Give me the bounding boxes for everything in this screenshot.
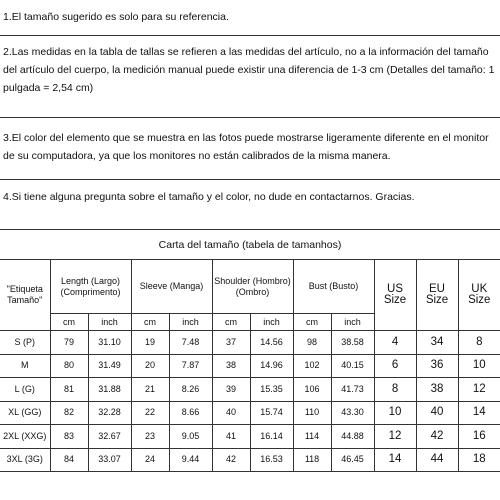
sleeve-inch-cell: 8.66	[169, 401, 212, 425]
eu-size-cell: 44	[416, 448, 458, 472]
length-inch-cell: 31.10	[88, 331, 131, 355]
shoulder-cm-cell: 42	[212, 448, 250, 472]
shoulder-inch-cell: 15.35	[250, 378, 293, 402]
sleeve-inch-cell: 7.87	[169, 354, 212, 378]
us-size-cell: 10	[374, 401, 416, 425]
shoulder-cm-cell: 40	[212, 401, 250, 425]
eu-size-cell: 42	[416, 425, 458, 449]
bust-cm-cell: 98	[293, 331, 331, 355]
shoulder-inch-cell: 16.14	[250, 425, 293, 449]
uk-size-cell: 14	[458, 401, 500, 425]
unit-inch: inch	[331, 314, 374, 331]
eu-size-cell: 38	[416, 378, 458, 402]
us-size-cell: 8	[374, 378, 416, 402]
shoulder-inch-cell: 14.56	[250, 331, 293, 355]
bust-inch-cell: 41.73	[331, 378, 374, 402]
bust-inch-cell: 44.88	[331, 425, 374, 449]
header-sleeve: Sleeve (Manga)	[131, 260, 212, 314]
unit-inch: inch	[169, 314, 212, 331]
size-label-cell: 3XL (3G)	[0, 448, 50, 472]
size-label-cell: 2XL (XXG)	[0, 425, 50, 449]
uk-size-cell: 10	[458, 354, 500, 378]
shoulder-inch-cell: 15.74	[250, 401, 293, 425]
bust-inch-cell: 38.58	[331, 331, 374, 355]
uk-size-cell: 18	[458, 448, 500, 472]
sleeve-inch-cell: 7.48	[169, 331, 212, 355]
header-label: "Etiqueta Tamaño"	[0, 260, 50, 331]
shoulder-inch-cell: 16.53	[250, 448, 293, 472]
length-inch-cell: 32.67	[88, 425, 131, 449]
table-row	[0, 425, 500, 449]
shoulder-cm-cell: 37	[212, 331, 250, 355]
unit-cm: cm	[212, 314, 250, 331]
bust-inch-cell: 40.15	[331, 354, 374, 378]
shoulder-inch-cell: 14.96	[250, 354, 293, 378]
size-label-cell: M	[0, 354, 50, 378]
unit-inch: inch	[250, 314, 293, 331]
shoulder-cm-cell: 39	[212, 378, 250, 402]
us-size-cell: 4	[374, 331, 416, 355]
shoulder-cm-cell: 38	[212, 354, 250, 378]
eu-size-cell: 36	[416, 354, 458, 378]
length-inch-cell: 32.28	[88, 401, 131, 425]
length-cm-cell: 84	[50, 448, 88, 472]
size-label-cell: L (G)	[0, 378, 50, 402]
table-row	[0, 448, 500, 472]
sleeve-inch-cell: 8.26	[169, 378, 212, 402]
length-inch-cell: 31.49	[88, 354, 131, 378]
size-table	[0, 260, 500, 472]
sleeve-cm-cell: 24	[131, 448, 169, 472]
note-2: 2.Las medidas en la tabla de tallas se refieren a las medidas del artículo, no a la información del tamaño del artículo del cuerpo, la medición manual puede existir una diferencia de 1-3 cm (Detalles del tamaño: 1 pulgada = 2,54 cm)	[0, 36, 500, 118]
table-row	[0, 401, 500, 425]
unit-cm: cm	[131, 314, 169, 331]
size-label-cell: XL (GG)	[0, 401, 50, 425]
eu-size-cell: 34	[416, 331, 458, 355]
sleeve-cm-cell: 22	[131, 401, 169, 425]
unit-cm: cm	[293, 314, 331, 331]
length-inch-cell: 31.88	[88, 378, 131, 402]
bust-inch-cell: 46.45	[331, 448, 374, 472]
bust-inch-cell: 43.30	[331, 401, 374, 425]
header-length: Length (Largo) (Comprimento)	[50, 260, 131, 314]
sleeve-inch-cell: 9.05	[169, 425, 212, 449]
length-cm-cell: 79	[50, 331, 88, 355]
length-cm-cell: 83	[50, 425, 88, 449]
size-label-cell: S (P)	[0, 331, 50, 355]
us-size-cell: 12	[374, 425, 416, 449]
length-cm-cell: 81	[50, 378, 88, 402]
note-4: 4.Si tiene alguna pregunta sobre el tamaño y el color, no dude en contactarnos. Gracias.	[0, 180, 500, 230]
sleeve-cm-cell: 19	[131, 331, 169, 355]
unit-inch: inch	[88, 314, 131, 331]
bust-cm-cell: 114	[293, 425, 331, 449]
sleeve-cm-cell: 23	[131, 425, 169, 449]
length-cm-cell: 82	[50, 401, 88, 425]
header-eu-size: EU Size	[416, 260, 458, 331]
bust-cm-cell: 106	[293, 378, 331, 402]
table-row	[0, 354, 500, 378]
bust-cm-cell: 102	[293, 354, 331, 378]
uk-size-cell: 8	[458, 331, 500, 355]
shoulder-cm-cell: 41	[212, 425, 250, 449]
uk-size-cell: 16	[458, 425, 500, 449]
table-row	[0, 331, 500, 355]
bust-cm-cell: 118	[293, 448, 331, 472]
header-uk-size: UK Size	[458, 260, 500, 331]
us-size-cell: 6	[374, 354, 416, 378]
unit-cm: cm	[50, 314, 88, 331]
sleeve-inch-cell: 9.44	[169, 448, 212, 472]
note-1: 1.El tamaño sugerido es solo para su referencia.	[0, 0, 500, 36]
sleeve-cm-cell: 21	[131, 378, 169, 402]
note-3: 3.El color del elemento que se muestra en las fotos puede mostrarse ligeramente diferente en el monitor de su computadora, ya que los monitores no están calibrados de la misma manera.	[0, 118, 500, 180]
sleeve-cm-cell: 20	[131, 354, 169, 378]
header-shoulder: Shoulder (Hombro) (Ombro)	[212, 260, 293, 314]
size-chart-title: Carta del tamaño (tabela de tamanhos)	[0, 230, 500, 260]
bust-cm-cell: 110	[293, 401, 331, 425]
uk-size-cell: 12	[458, 378, 500, 402]
length-cm-cell: 80	[50, 354, 88, 378]
eu-size-cell: 40	[416, 401, 458, 425]
table-row	[0, 378, 500, 402]
header-bust: Bust (Busto)	[293, 260, 374, 314]
header-us-size: US Size	[374, 260, 416, 331]
us-size-cell: 14	[374, 448, 416, 472]
length-inch-cell: 33.07	[88, 448, 131, 472]
